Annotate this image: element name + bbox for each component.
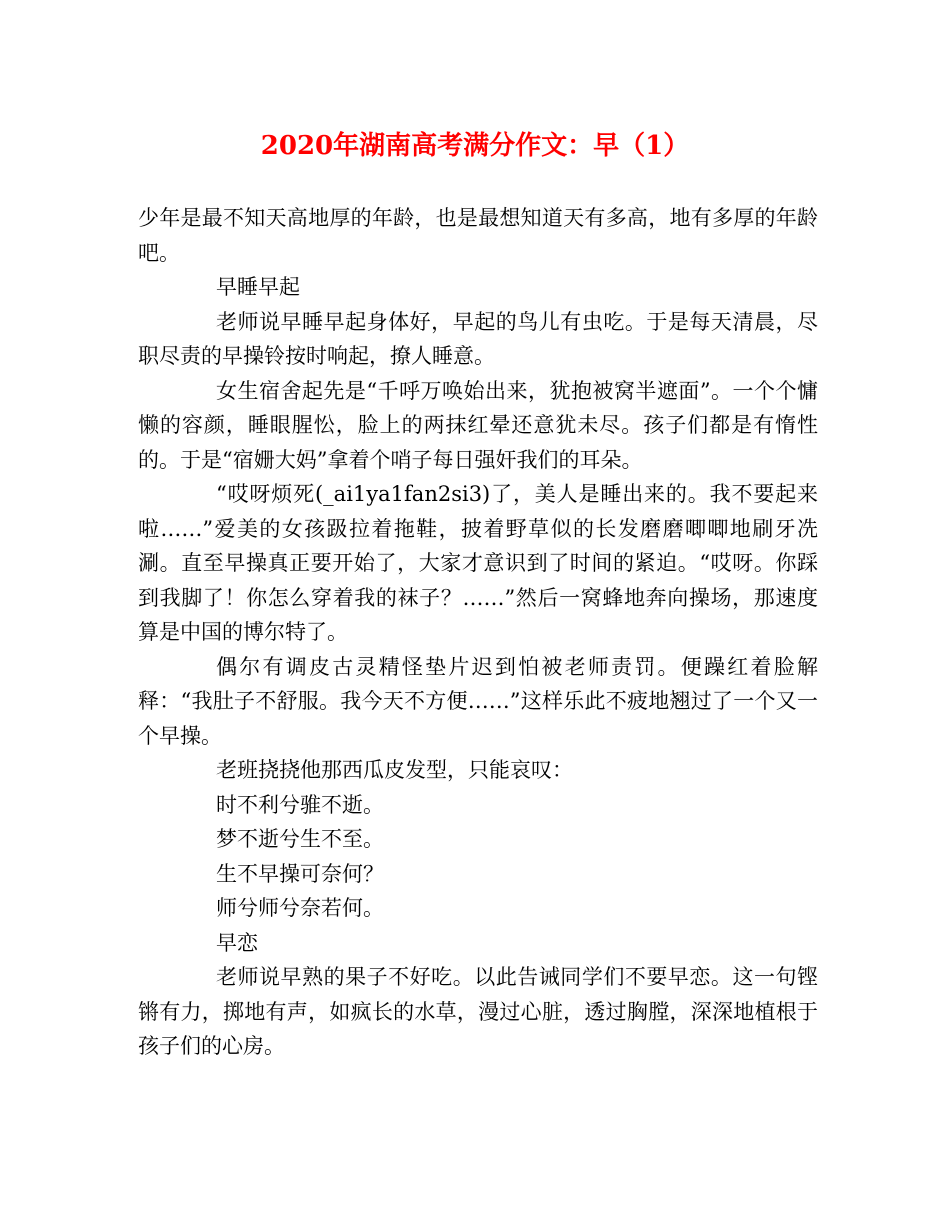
paragraph: 老师说早熟的果子不好吃。以此告诫同学们不要早恋。这一句铿锵有力，掷地有声，如疯长的水草，漫过心脏，透过胸膛，深深地植根于孩子们的心房。 [138,965,818,1058]
paragraph: 老师说早睡早起身体好，早起的鸟儿有虫吃。于是每天清晨，尽职尽责的早操铃按时响起，撩人睡意。 [138,309,818,368]
poem-line: 梦不逝兮生不至。 [216,827,384,851]
poem-line: 时不利兮骓不逝。 [216,792,384,817]
paragraph: 老班挠挠他那西瓜皮发型，只能哀叹： [216,758,573,782]
paragraph: 女生宿舍起先是“千呼万唤始出来，犹抱被窝半遮面”。一个个慵懒的容颜，睡眼腥忪，脸上的两抹红晕还意犹未尽。孩子们都是有惰性的。于是“宿姗大妈”拿着个哨子每日强奸我们的耳朵。 [138,378,818,472]
poem-line: 生不早操可奈何？ [216,861,384,886]
document-title: 2020年湖南高考满分作文：早（1） [260,131,690,161]
section-heading-early-love: 早恋 [216,930,258,955]
paragraph: 偶尔有调皮古灵精怪垫片迟到怕被老师责罚。便躁红着脸解释：“我肚子不舒服。我今天不方便……”这样乐此不疲地翘过了一个又一个早操。 [138,654,818,748]
document-body [138,201,818,1064]
paragraph-intro: 少年是最不知天高地厚的年龄，也是最想知道天有多高，地有多厚的年龄吧。 [138,206,818,265]
section-heading-early-sleep: 早睡早起 [216,275,300,299]
poem-line: 师兮师兮奈若何。 [216,896,384,920]
paragraph: “哎呀烦死(_ai1ya1fan2si3)了，美人是睡出来的。我不要起来啦……”爱美的女孩趿拉着拖鞋，披着野草似的长发磨磨唧唧地刷牙冼涮。直至早操真正要开始了，大家才意识到了时间的紧迫。“哎呀。你踩到我脚了！你怎么穿着我的袜子？……”然后一窝蜂地奔向操场，那速度算是中国的博尔特了。 [138,482,818,644]
